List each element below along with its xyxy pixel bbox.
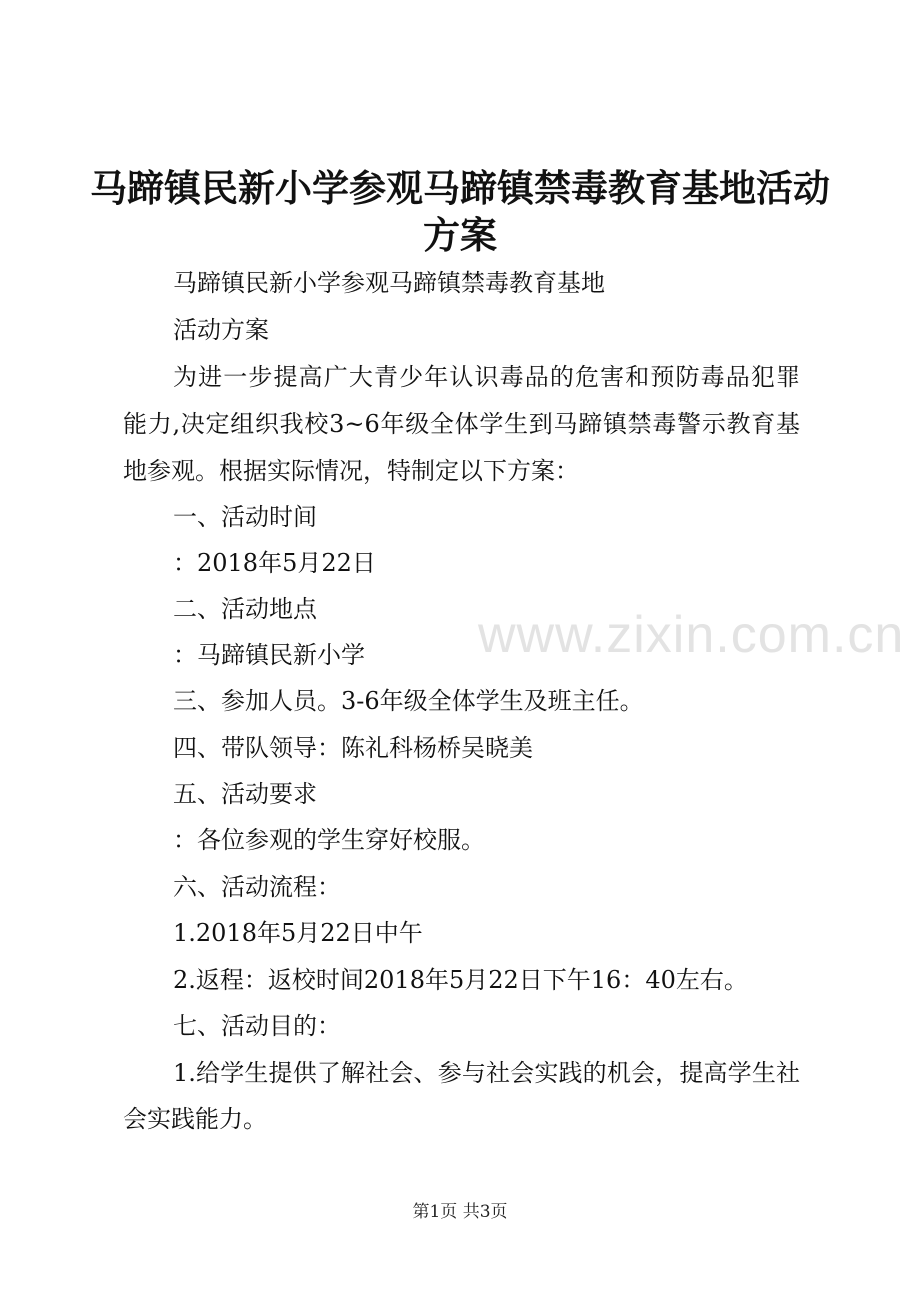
section-heading-location: 二、活动地点: [173, 595, 317, 623]
watermark: www.zixin.com.cn: [478, 606, 905, 664]
paragraph-intro: 为进一步提高广大青少年认识毒品的危害和预防毒品犯罪: [173, 363, 800, 391]
section-heading-purpose: 七、活动目的：: [173, 1012, 341, 1040]
process-step-1: 1.2018年5月22日中午: [173, 919, 423, 947]
section-participants: 三、参加人员。3-6年级全体学生及班主任。: [173, 687, 644, 715]
paragraph-intro-end: 地参观。根据实际情况，特制定以下方案：: [123, 457, 579, 485]
section-value-time: ：2018年5月22日: [173, 549, 376, 577]
section-heading-time: 一、活动时间: [173, 503, 317, 531]
document-title: 马蹄镇民新小学参观马蹄镇禁毒教育基地活动: [90, 166, 830, 210]
page-footer: 第1页 共3页: [412, 1202, 508, 1222]
section-value-requirements: ：各位参观的学生穿好校服。: [173, 826, 485, 854]
section-heading-requirements: 五、活动要求: [173, 780, 317, 808]
purpose-item-1-continued: 会实践能力。: [123, 1105, 267, 1133]
paragraph-subtitle: 马蹄镇民新小学参观马蹄镇禁毒教育基地: [173, 269, 605, 297]
section-heading-process: 六、活动流程：: [173, 873, 341, 901]
paragraph-subtitle-continued: 活动方案: [173, 316, 269, 344]
section-leaders: 四、带队领导：陈礼科杨桥吴晓美: [173, 734, 533, 762]
document-title-continued: 方案: [423, 213, 497, 257]
paragraph-intro-continued: 能力,决定组织我校3~6年级全体学生到马蹄镇禁毒警示教育基: [123, 410, 800, 438]
section-value-location: ：马蹄镇民新小学: [173, 641, 365, 669]
purpose-item-1: 1.给学生提供了解社会、参与社会实践的机会，提高学生社: [173, 1059, 800, 1087]
process-step-2: 2.返程：返校时间2018年5月22日下午16：40左右。: [173, 966, 748, 994]
